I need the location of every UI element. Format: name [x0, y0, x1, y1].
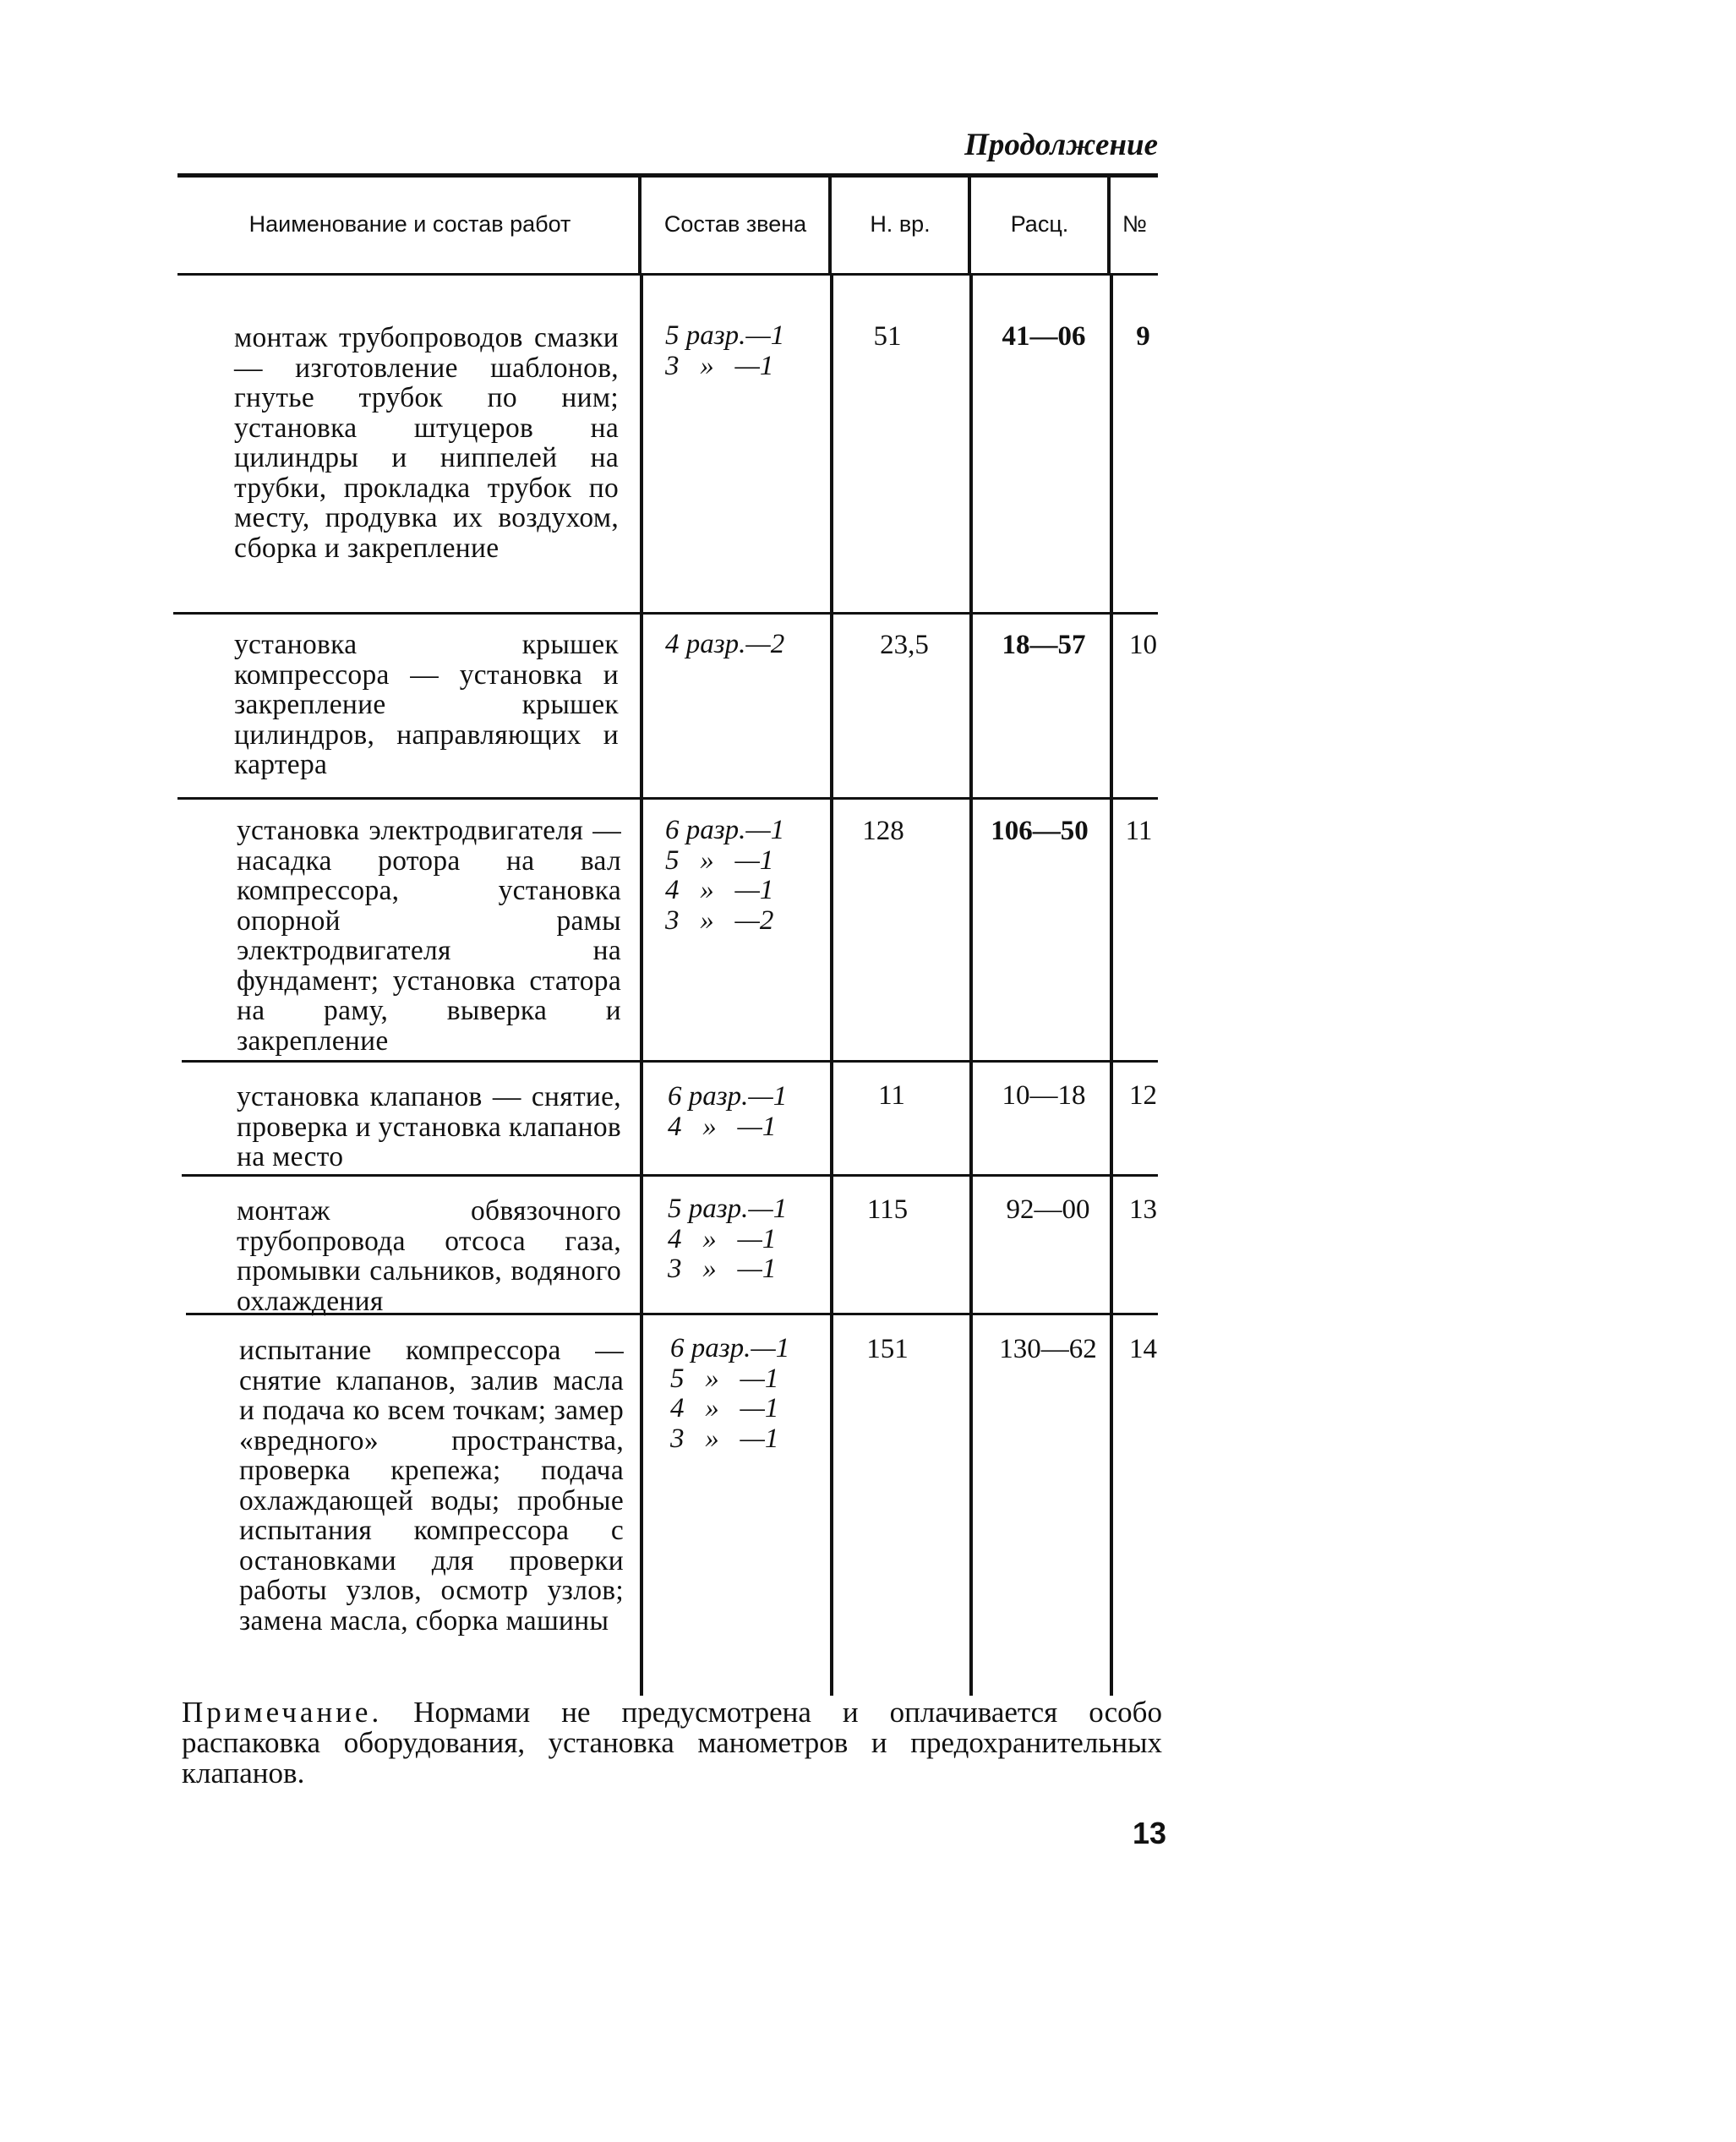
table-row-description: установка электродвигателя — насадка ротора на вал компрессора, установка опорной рамы электродвигателя на фундамент; установка статора на раму, выверка и закрепление: [237, 815, 621, 1057]
row-separator: [182, 1174, 1158, 1177]
table-row-norm: 51: [873, 321, 902, 352]
table-row-norm: 11: [878, 1080, 905, 1111]
header-name: Наименование и состав работ: [248, 210, 571, 237]
table-row-crew: 6 разр.—1 4 » —1: [668, 1081, 788, 1142]
table-row-rate: 106—50: [991, 816, 1089, 846]
table-row-crew: 5 разр.—1 4 » —1 3 » —1: [668, 1194, 788, 1284]
table-row-number: 13: [1129, 1194, 1157, 1225]
table-row-rate: 130—62: [999, 1334, 1097, 1364]
table-row-number: 12: [1129, 1080, 1157, 1111]
header-divider: [828, 178, 832, 273]
column-divider: [969, 276, 973, 1696]
column-divider: [1110, 276, 1113, 1696]
table-row-crew: 6 разр.—1 5 » —1 4 » —1 3 » —2: [665, 815, 785, 936]
table-row-number: 11: [1125, 816, 1153, 846]
page-number: 13: [1132, 1816, 1166, 1850]
table-row-number: 10: [1129, 630, 1157, 660]
footnote: [182, 1697, 1162, 1789]
footnote-text: Нормами не предусмотрена и оплачивается особо распаковка оборудования, установка манометров и предохранительных клапанов.: [182, 1696, 1162, 1790]
footnote-label: Примечание.: [182, 1696, 383, 1729]
table-row-description: установка крышек компрессора — установка и закрепление крышек цилиндров, направляющих и картера: [234, 629, 619, 780]
header-divider: [638, 178, 641, 273]
table-row-description: испытание компрессора — снятие клапанов, залив масла и подача ко всем точкам; замер «вредного» пространства, проверка крепежа; подача охлаждающей воды; пробные испытания компрессора с остановками для проверки работы узлов, осмотр узлов; замена масла, сборка машины: [239, 1335, 624, 1637]
table-row-description: монтаж обвязочного трубопровода отсоса газа, промывки сальников, водяного охлаждения: [237, 1195, 621, 1317]
table-row-number: 9: [1136, 321, 1150, 352]
table-row-crew: 6 разр.—1 5 » —1 4 » —1 3 » —1: [670, 1333, 790, 1454]
table-row-rate: 18—57: [1002, 630, 1086, 660]
row-separator: [182, 1060, 1158, 1063]
continuation-label: Продолжение: [964, 128, 1158, 162]
table-row-norm: 151: [866, 1334, 909, 1364]
row-separator: [173, 612, 1158, 615]
table-row-norm: 128: [862, 816, 904, 846]
table-row-crew: 4 разр.—2: [665, 629, 785, 659]
header-number: №: [1122, 210, 1147, 237]
column-divider: [830, 276, 833, 1696]
table-row-description: монтаж трубопроводов смазки — изготовление шаблонов, гнутье трубок по ним; установка штуцеров на цилиндры и ниппелей на трубки, прокладка трубок по месту, продувка их воздухом, сборка и закрепление: [234, 322, 619, 564]
table-row-rate: 92—00: [1006, 1194, 1090, 1225]
row-separator: [177, 797, 1158, 800]
table-row-crew: 5 разр.—1 3 » —1: [665, 320, 785, 381]
table-row-number: 14: [1129, 1334, 1157, 1364]
table-row-description: установка клапанов — снятие, проверка и установка клапанов на место: [237, 1081, 621, 1172]
table-row-rate: 10—18: [1002, 1080, 1086, 1111]
header-rate: Расц.: [1010, 210, 1069, 237]
header-crew: Состав звена: [663, 210, 807, 237]
column-divider: [640, 276, 643, 1696]
header-norm: Н. вр.: [870, 210, 931, 237]
header-divider: [968, 178, 971, 273]
table-row-rate: 41—06: [1002, 321, 1086, 352]
table-row-norm: 23,5: [880, 630, 929, 660]
header-divider: [1107, 178, 1111, 273]
table-row-norm: 115: [866, 1194, 909, 1225]
